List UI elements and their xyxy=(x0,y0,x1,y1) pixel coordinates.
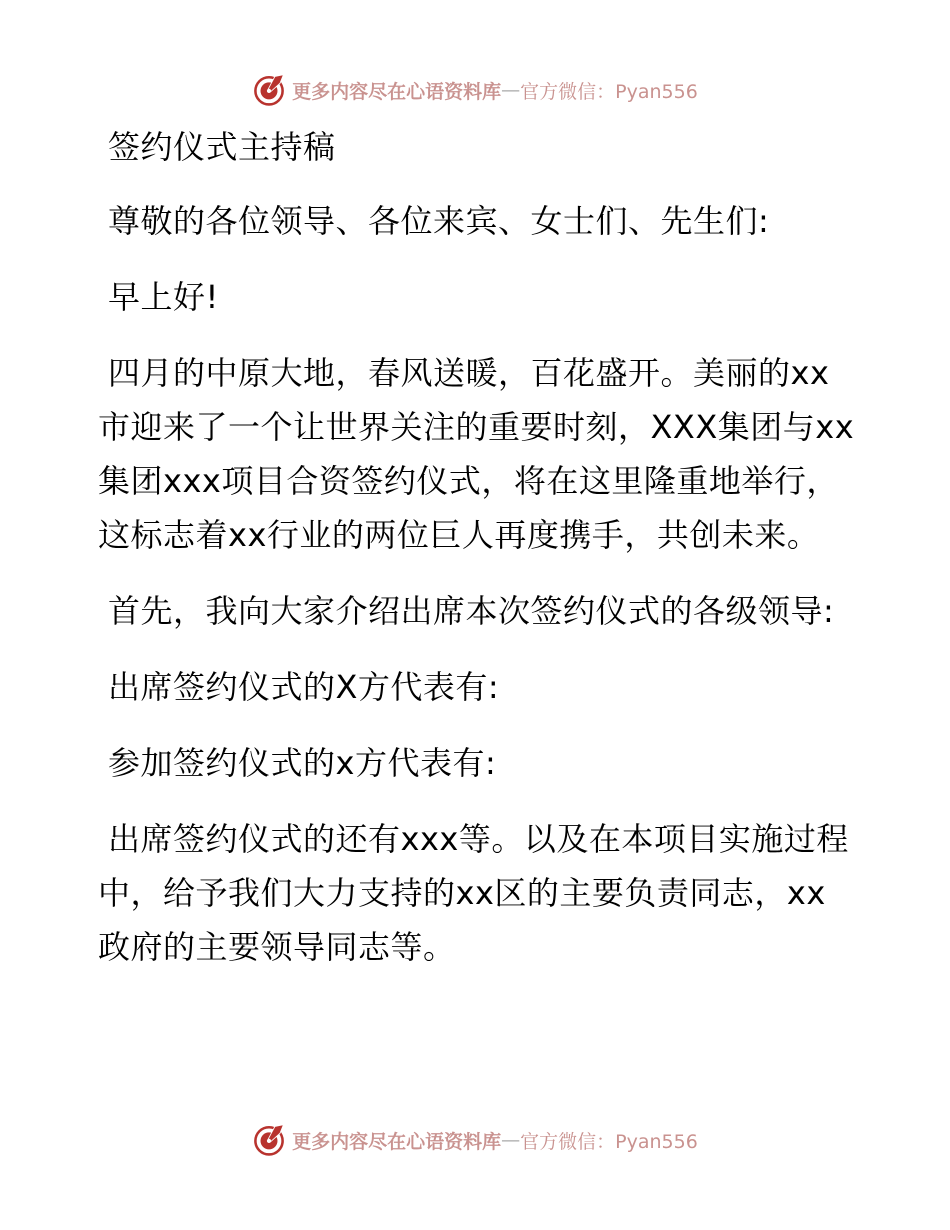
footer-banner xyxy=(0,1120,950,1160)
pen-logo-icon xyxy=(252,1123,286,1157)
header-banner-inner xyxy=(252,73,698,107)
header-banner-separator: — xyxy=(501,79,521,101)
header-banner xyxy=(0,70,950,110)
pen-logo-icon xyxy=(252,73,286,107)
footer-banner-separator: — xyxy=(501,1129,521,1151)
introduction-paragraph: 首先，我向大家介绍出席本次签约仪式的各级领导: xyxy=(108,592,835,630)
footer-banner-inner xyxy=(252,1123,698,1157)
header-banner-wechat: 官方微信：Pyan556 xyxy=(520,80,698,103)
document-title: 签约仪式主持稿 xyxy=(108,128,336,166)
salutation-paragraph: 尊敬的各位领导、各位来宾、女士们、先生们: xyxy=(108,202,770,240)
footer-banner-text: 更多内容尽在心语资料库 xyxy=(292,1130,502,1153)
document-body xyxy=(98,120,858,996)
other-attendees-paragraph: 出席签约仪式的还有xxx等。以及在本项目实施过程中，给予我们大力支持的xx区的主要负责同志，xx政府的主要领导同志等。 xyxy=(98,820,849,966)
footer-banner-wechat: 官方微信：Pyan556 xyxy=(520,1130,698,1153)
header-banner-text: 更多内容尽在心语资料库 xyxy=(292,80,502,103)
opening-paragraph: 四月的中原大地，春风送暖，百花盛开。美丽的xx市迎来了一个让世界关注的重要时刻，XXX集团与xx集团xxx项目合资签约仪式，将在这里隆重地举行，这标志着xx行业的两位巨人再度携手，共创未来。 xyxy=(98,354,855,554)
x-party-representatives-paragraph: 出席签约仪式的X方代表有: xyxy=(108,668,500,706)
greeting-paragraph: 早上好! xyxy=(108,278,219,316)
x-party-attendees-paragraph: 参加签约仪式的x方代表有: xyxy=(108,744,497,782)
